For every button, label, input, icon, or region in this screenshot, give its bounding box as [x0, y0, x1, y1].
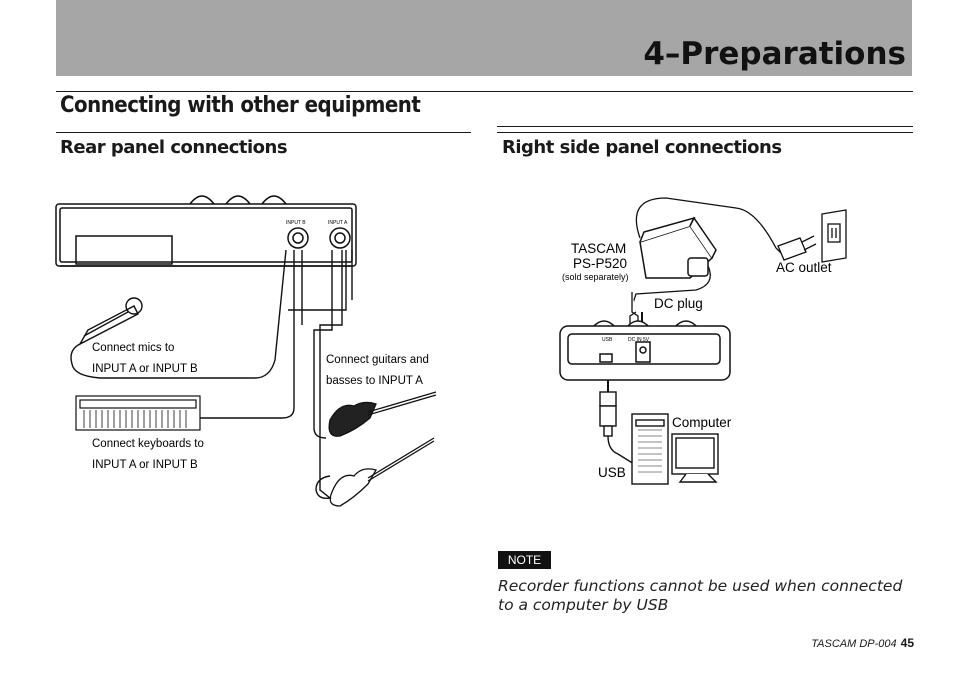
left-sub-rule	[56, 132, 471, 133]
keyboard-icon	[76, 396, 200, 430]
input-a-label: INPUT A	[328, 220, 348, 226]
microphone-icon	[80, 298, 142, 344]
usb-cable	[600, 392, 634, 464]
chapter-title: 4–Preparations	[643, 36, 906, 72]
panel-dc-label: DC IN 5V	[628, 337, 650, 343]
mics-caption-2: INPUT A or INPUT B	[92, 363, 198, 375]
page-footer	[811, 636, 914, 650]
dc-plug-icon	[630, 292, 638, 324]
power-adapter-icon	[640, 218, 716, 278]
right-panel-diagram	[556, 188, 856, 498]
section-title: Connecting with other equipment	[60, 93, 421, 118]
input-b-label: INPUT B	[286, 220, 306, 226]
mics-caption-1: Connect mics to	[92, 342, 175, 354]
page-number: 45	[900, 636, 914, 650]
ac-outlet-icon	[822, 210, 846, 262]
bass-guitar-icon	[330, 438, 434, 506]
chapter-header-bar	[56, 0, 912, 76]
keyboards-caption-2: INPUT A or INPUT B	[92, 459, 198, 471]
guitars-caption-2: basses to INPUT A	[326, 375, 423, 387]
right-sub-rule	[497, 132, 913, 133]
ac-outlet-label: AC outlet	[776, 260, 832, 275]
adapter-model: PS-P520	[573, 256, 628, 271]
guitars-caption-1: Connect guitars and	[326, 354, 429, 366]
note-badge: NOTE	[498, 551, 551, 569]
input-jacks	[288, 228, 350, 248]
computer-label: Computer	[672, 415, 732, 430]
ac-plug-icon	[778, 236, 816, 260]
usb-label: USB	[598, 465, 626, 480]
section-rule	[56, 91, 913, 92]
adapter-brand: TASCAM	[571, 241, 627, 256]
note-text: Recorder functions cannot be used when connected to a computer by USB	[498, 577, 903, 614]
dc-plug-label: DC plug	[654, 296, 703, 311]
keyboards-caption-1: Connect keyboards to	[92, 438, 204, 450]
recorder-side-panel	[560, 326, 730, 380]
panel-usb-label: USB	[602, 337, 613, 343]
right-sub-rule-top	[497, 126, 913, 127]
recorder-knobs	[190, 196, 286, 204]
footer-brand: TASCAM DP-004	[811, 638, 897, 650]
rear-panel-title: Rear panel connections	[60, 137, 288, 158]
right-panel-title: Right side panel connections	[502, 137, 782, 158]
guitar-icon	[329, 392, 436, 436]
rear-panel-diagram	[50, 180, 460, 520]
recorder-body	[56, 204, 356, 266]
adapter-note: (sold separately)	[562, 272, 629, 282]
